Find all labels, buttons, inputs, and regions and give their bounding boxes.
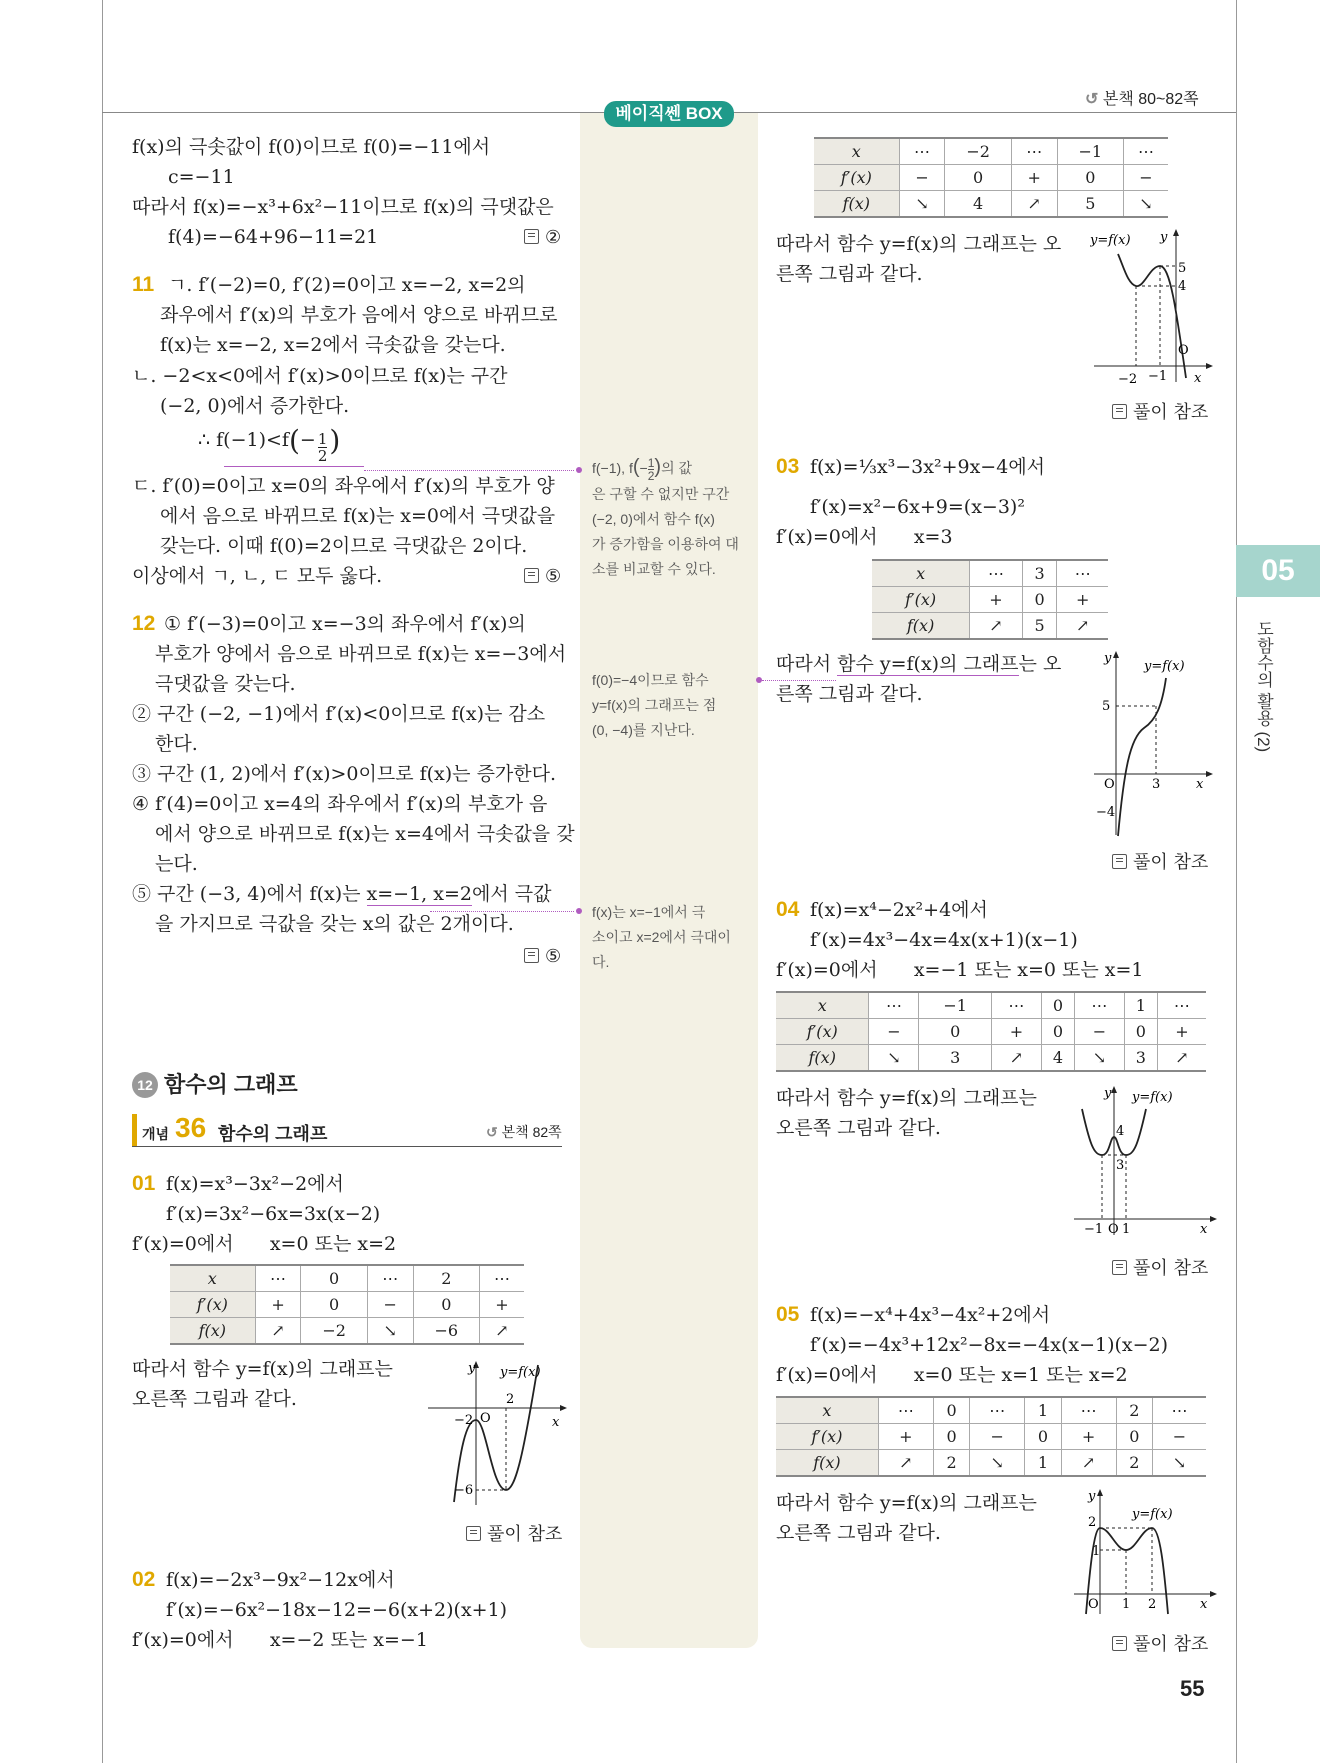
table-cell: f′(x) [776,1019,869,1045]
problem-03-number: 03 [776,455,800,478]
left-line-4: f(4)=−64+96−11=21 [168,226,379,248]
p12-line-5: 한다. [155,733,198,755]
table-cell: ↘ [970,1450,1025,1477]
table-cell: + [878,1424,933,1450]
p12-underlined: x=−1, x=2 [366,883,472,905]
answer-c: ⑤ [524,946,561,967]
problem-01-number: 01 [132,1172,156,1195]
p12-line-1: ① f′(−3)=0이고 x=−3의 좌우에서 f′(x)의 [164,613,526,635]
answer-see-02: 풀이 참조 [1112,398,1208,424]
p01-text-2: 오른쪽 그림과 같다. [132,1388,297,1410]
table-cell: ↗ [1011,191,1057,218]
p12-line-9: 는다. [155,853,198,875]
graph-label: y=f(x) [1144,659,1185,674]
answer-see-05: 풀이 참조 [1112,1630,1208,1656]
graph-label: x [1200,1597,1208,1612]
p11-underline [224,466,364,467]
graph-label: 1 [1092,1544,1101,1559]
table-cell: 0 [1124,1019,1157,1045]
side-note-1: f(−1), f(− $\frac{1}{2}$ )의 값 은 구할 수 없지만 구간 (−2, 0)에서 함수 f(x) 가 증가함을 이용하여 대 소를 비교할 수 있다. [592,455,739,577]
graph-03 [1090,650,1216,840]
answer-icon [1112,404,1127,419]
table-cell: −2 [945,138,1011,165]
graph-label: y [1104,651,1112,666]
table-cell: ⋯ [1074,992,1124,1019]
table-cell: ↘ [1123,191,1168,218]
p12-line-7: ④ f′(4)=0이고 x=4의 좌우에서 f′(x)의 부호가 음 [132,793,548,815]
p05-text-2: 오른쪽 그림과 같다. [776,1522,941,1544]
p03-line-2: f′(x)=x²−6x+9=(x−3)² [810,496,1025,518]
graph-label: O [480,1411,491,1426]
p01-line-3: f′(x)=0에서 x=0 또는 x=2 [132,1233,397,1255]
variation-table-01 [170,1264,524,1345]
graph-label: O [1108,1222,1119,1237]
table-cell: 0 [1041,992,1074,1019]
graph-label: y=f(x) [1132,1507,1173,1522]
table-cell: ⋯ [479,1265,524,1292]
table-cell: f(x) [776,1045,869,1072]
table-cell: x [776,992,869,1019]
graph-label: 4 [1178,279,1187,294]
answer-icon [524,948,539,963]
concept-number: 36 [175,1112,207,1143]
answer-see-03: 풀이 참조 [1112,848,1208,874]
side-tab-number: 05 [1236,545,1320,597]
table-cell: + [1011,165,1057,191]
p03-text-1: 따라서 함수 y=f(x)의 그래프는 오 [776,653,1062,675]
graph-label: O [1104,777,1115,792]
p11-line-9: 갖는다. 이때 f(0)=2이므로 극댓값은 2이다. [160,535,528,557]
p11-line-10: 이상에서 ㄱ, ㄴ, ㄷ 모두 옳다. [132,565,383,587]
graph-label: y [468,1361,476,1376]
table-cell: + [255,1292,301,1318]
concept-title: 함수의 그래프 [218,1124,328,1144]
note-dot-3 [576,908,582,914]
graph-label: 3 [1116,1158,1125,1173]
graph-label: x [1200,1222,1208,1237]
table-cell: f(x) [776,1450,878,1477]
variation-table-03 [872,559,1108,640]
table-cell: 0 [1057,165,1123,191]
table-cell: ↗ [878,1450,933,1477]
page-number: 55 [1180,1676,1205,1701]
box-label: 베이직쎈 BOX [604,101,734,127]
graph-label: y [1160,230,1168,245]
table-cell: 0 [413,1292,479,1318]
table-cell: 4 [1041,1045,1074,1072]
table-cell: − [899,165,945,191]
table-cell: 1 [1025,1397,1061,1424]
p11-line-2: 좌우에서 f′(x)의 부호가 음에서 양으로 바뀌므로 [160,304,558,326]
side-tab-title: 도함수의 활용 (2) [1254,620,1273,753]
p11-line-5: (−2, 0)에서 증가한다. [160,395,350,417]
graph-label: x [1196,777,1204,792]
table-cell: 5 [1057,191,1123,218]
p04-text-1: 따라서 함수 y=f(x)의 그래프는 [776,1087,1037,1109]
table-cell: 0 [945,165,1011,191]
table-cell: x [814,138,899,165]
p04-line-3: f′(x)=0에서 x=−1 또는 x=0 또는 x=1 [776,959,1144,981]
table-cell: f′(x) [170,1292,255,1318]
table-cell: − [367,1292,413,1318]
variation-table-02 [814,137,1168,218]
p03-text-2: 른쪽 그림과 같다. [776,683,923,705]
graph-label: 2 [1088,1515,1097,1530]
table-cell: 3 [919,1045,991,1072]
note-dot-1 [576,467,582,473]
concept-label: 개념 [142,1126,170,1142]
table-cell: 2 [413,1265,479,1292]
graph-label: O [1088,1597,1099,1612]
table-cell: ⋯ [869,992,919,1019]
table-cell: 3 [1124,1045,1157,1072]
table-cell: 2 [933,1450,969,1477]
table-cell: 0 [919,1019,991,1045]
left-line-3: 따라서 f(x)=−x³+6x²−11이므로 f(x)의 극댓값은 [132,196,554,218]
table-cell: 0 [301,1292,367,1318]
section-title: 함수의 그래프 [164,1072,298,1097]
p01-line-1: f(x)=x³−3x²−2에서 [166,1173,344,1195]
table-cell: 0 [933,1397,969,1424]
table-cell: x [170,1265,255,1292]
p12-line-10: ⑤ 구간 (−3, 4)에서 f(x)는 x=−1, x=2에서 극값 [132,883,552,905]
table-cell: f′(x) [776,1424,878,1450]
table-cell: ↘ [869,1045,919,1072]
p02-text-2: 른쪽 그림과 같다. [776,263,923,285]
variation-table-04 [776,991,1206,1072]
table-cell: ↗ [1057,613,1108,640]
table-cell: 0 [301,1265,367,1292]
graph-label: 5 [1102,699,1111,714]
table-cell: ↗ [479,1318,524,1345]
graph-label: −1 [1148,369,1168,384]
side-note-3: f(x)는 x=−1에서 극 소이고 x=2에서 극대이 다. [592,904,731,970]
graph-label: O [1178,343,1189,358]
table-cell: −1 [919,992,991,1019]
table-cell: f(x) [170,1318,255,1345]
page-right-border [1236,0,1237,1763]
table-cell: ↘ [899,191,945,218]
graph-label: y [1104,1086,1112,1101]
table-cell: x [872,560,970,587]
page-left-border [102,0,103,1763]
p11-line-7: ㄷ. f′(0)=0이고 x=0의 좌우에서 f′(x)의 부호가 양 [132,475,555,497]
table-cell: −6 [413,1318,479,1345]
concept-ref: ↺ 본책 82쪽 [486,1124,562,1140]
p03-leader [762,680,836,681]
table-cell: 2 [1116,1450,1152,1477]
table-cell: f(x) [872,613,970,640]
p03-underlined: 함수 y=f(x)의 그래프 [837,653,1019,675]
table-cell: 1 [1124,992,1157,1019]
p04-line-1: f(x)=x⁴−2x²+4에서 [810,899,988,921]
graph-label: 1 [1122,1222,1131,1237]
variation-table-05 [776,1396,1206,1477]
left-line-2: c=−11 [168,166,235,188]
table-cell: + [1061,1424,1116,1450]
p12-line-4: ② 구간 (−2, −1)에서 f′(x)<0이므로 f(x)는 감소 [132,703,546,725]
table-cell: ⋯ [1152,1397,1206,1424]
graph-label: −2 [454,1413,474,1428]
p03-line-1: f(x)=⅓x³−3x²+9x−4에서 [810,456,1046,478]
table-cell: ⋯ [1157,992,1206,1019]
p02-line-1: f(x)=−2x³−9x²−12x에서 [166,1569,395,1591]
graph-label: −2 [1118,372,1138,387]
answer-icon [1112,854,1127,869]
table-cell: ↗ [991,1045,1041,1072]
table-cell: − [1152,1424,1206,1450]
table-cell: 4 [945,191,1011,218]
table-cell: 0 [1116,1424,1152,1450]
table-cell: ⋯ [367,1265,413,1292]
table-cell: ↘ [1152,1450,1206,1477]
graph-label: y=f(x) [500,1365,541,1380]
p05-line-3: f′(x)=0에서 x=0 또는 x=1 또는 x=2 [776,1364,1128,1386]
table-cell: 3 [1022,560,1057,587]
table-cell: f′(x) [814,165,899,191]
p12-line-11: 을 가지므로 극값을 갖는 x의 값은 2개이다. [155,913,514,935]
graph-label: −4 [1096,805,1116,820]
table-cell: ⋯ [991,992,1041,1019]
problem-02-number: 02 [132,1568,156,1591]
graph-label: 1 [1122,1597,1131,1612]
answer-b: ⑤ [524,566,561,587]
p11-line-3: f(x)는 x=−2, x=2에서 극솟값을 갖는다. [160,334,506,356]
problem-11-number: 11 [132,273,155,296]
table-cell: x [776,1397,878,1424]
graph-01 [420,1360,570,1510]
table-cell: ⋯ [1061,1397,1116,1424]
problem-05-number: 05 [776,1303,800,1326]
p11-line-1: ㄱ. f′(−2)=0, f′(2)=0이고 x=−2, x=2의 [168,274,526,296]
concept-marker [132,1114,137,1146]
graph-label: −1 [1084,1222,1104,1237]
graph-label: −6 [454,1483,474,1498]
p12-line-2: 부호가 양에서 음으로 바뀌므로 f(x)는 x=−3에서 [155,643,567,665]
table-cell: − [1074,1019,1124,1045]
p05-text-1: 따라서 함수 y=f(x)의 그래프는 [776,1492,1037,1514]
side-note-2: f(0)=−4이므로 함수 y=f(x)의 그래프는 점 (0, −4)를 지난다. [592,672,717,738]
graph-label: x [1194,371,1202,386]
graph-label: y=f(x) [1132,1090,1173,1105]
table-cell: + [970,587,1023,613]
table-cell: ⋯ [1011,138,1057,165]
p12-line-3: 극댓값을 갖는다. [155,673,296,695]
table-cell: − [869,1019,919,1045]
graph-05 [1070,1488,1220,1618]
table-cell: f′(x) [872,587,970,613]
table-cell: ↗ [1061,1450,1116,1477]
table-cell: ⋯ [970,560,1023,587]
answer-icon [466,1526,481,1541]
table-cell: + [479,1292,524,1318]
p11-line-4: ㄴ. −2<x<0에서 f′(x)>0이므로 f(x)는 구간 [132,365,508,387]
table-cell: − [1123,165,1168,191]
table-cell: f(x) [814,191,899,218]
p03-line-3: f′(x)=0에서 x=3 [776,526,953,548]
table-cell: ↘ [1074,1045,1124,1072]
table-cell: + [991,1019,1041,1045]
answer-a: ② [524,227,561,248]
table-cell: ↗ [970,613,1023,640]
table-cell: 1 [1025,1450,1061,1477]
table-cell: ⋯ [899,138,945,165]
graph-label: 4 [1116,1124,1125,1139]
table-cell: ⋯ [1123,138,1168,165]
table-cell: −2 [301,1318,367,1345]
p11-inequality: ∴ f(−1)<f(− $\frac{1}{2}$ ) [198,424,341,465]
answer-see-01: 풀이 참조 [466,1520,562,1546]
graph-04 [1070,1085,1220,1240]
graph-label: 5 [1178,261,1187,276]
table-cell: −1 [1057,138,1123,165]
table-cell: 0 [1022,587,1057,613]
ref-icon: ↺ [1085,91,1103,108]
p02-line-3: f′(x)=0에서 x=−2 또는 x=−1 [132,1629,428,1651]
table-cell: ⋯ [255,1265,301,1292]
p11-line-8: 에서 음으로 바뀌므로 f(x)는 x=0에서 극댓값을 [160,505,556,527]
table-cell: − [970,1424,1025,1450]
p02-line-2: f′(x)=−6x²−18x−12=−6(x+2)(x+1) [166,1599,508,1621]
header-ref: ↺ 본책 80~82쪽 [1085,91,1199,108]
answer-see-04: 풀이 참조 [1112,1254,1208,1280]
p05-line-1: f(x)=−x⁴+4x³−4x²+2에서 [810,1304,1051,1326]
p12-line-8: 에서 양으로 바뀌므로 f(x)는 x=4에서 극솟값을 갖 [155,823,575,845]
p12-line-6: ③ 구간 (1, 2)에서 f′(x)>0이므로 f(x)는 증가한다. [132,763,557,785]
table-cell: + [1057,587,1108,613]
answer-icon [524,229,539,244]
table-cell: 0 [933,1424,969,1450]
p04-text-2: 오른쪽 그림과 같다. [776,1117,941,1139]
graph-02 [1090,228,1216,388]
table-cell: ↘ [367,1318,413,1345]
table-cell: + [1157,1019,1206,1045]
section-number-badge: 12 [132,1072,158,1098]
graph-label: 2 [1148,1597,1157,1612]
p04-line-2: f′(x)=4x³−4x=4x(x+1)(x−1) [810,929,1078,951]
table-cell: ↗ [255,1318,301,1345]
table-cell: 2 [1116,1397,1152,1424]
p02-text-1: 따라서 함수 y=f(x)의 그래프는 오 [776,233,1062,255]
p05-line-2: f′(x)=−4x³+12x²−8x=−4x(x−1)(x−2) [810,1334,1169,1356]
table-cell: 5 [1022,613,1057,640]
graph-label: y=f(x) [1090,233,1131,248]
table-cell: ↗ [1157,1045,1206,1072]
p01-line-2: f′(x)=3x²−6x=3x(x−2) [166,1203,381,1225]
p11-leader [364,470,574,471]
left-line-1: f(x)의 극솟값이 f(0)이므로 f(0)=−11에서 [132,136,491,158]
graph-label: 3 [1152,777,1161,792]
ref-icon: ↺ [486,1124,502,1140]
graph-label: 2 [506,1392,515,1407]
middle-note-column [580,113,758,1648]
table-cell: ⋯ [878,1397,933,1424]
table-cell: 0 [1041,1019,1074,1045]
table-cell: ⋯ [1057,560,1108,587]
problem-04-number: 04 [776,898,800,921]
answer-icon [524,568,539,583]
answer-icon [1112,1636,1127,1651]
graph-label: x [552,1415,560,1430]
p01-text-1: 따라서 함수 y=f(x)의 그래프는 [132,1358,393,1380]
graph-label: y [1088,1489,1096,1504]
answer-icon [1112,1260,1127,1275]
problem-12-number: 12 [132,612,156,635]
table-cell: ⋯ [970,1397,1025,1424]
table-cell: 0 [1025,1424,1061,1450]
